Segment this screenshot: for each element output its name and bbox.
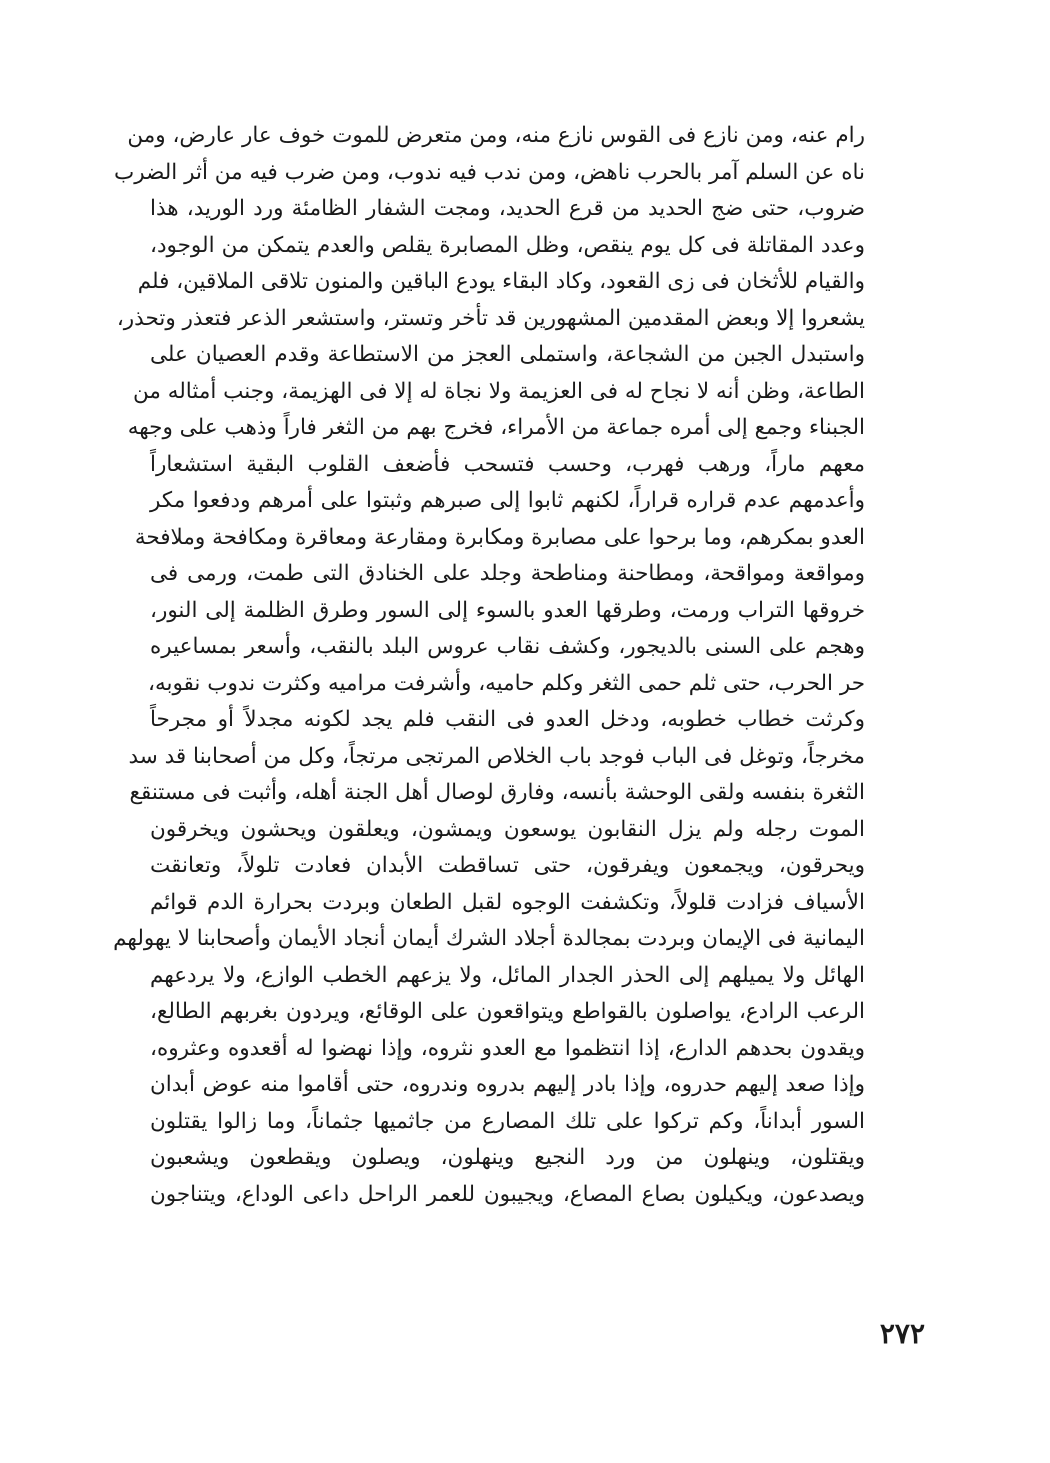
text-line: الهائل ولا يميلهم إلى الحذر الجدار المائل، ولا يزعهم الخطب الوازع، ولا يردعهم	[150, 962, 865, 988]
text-line: وهجم على السنى بالديجور، وكشف نقاب عروس البلد بالنقب، وأسعر بمساعيره	[150, 634, 865, 659]
text-line: ويقدون بحدهم الدارع، إذا انتظموا مع العدو نثروه، وإذا نهضوا له أقعدوه وعثروه،	[150, 1035, 865, 1061]
text-line: معهم ماراً، ورهب فهرب، وحسب فتسحب فأضعف القلوب البقية استشعاراً	[150, 451, 865, 477]
text-line: وعدد المقاتلة فى كل يوم ينقص، وظل المصابرة يقلص والعدم يتمكن من الوجود،	[150, 232, 865, 258]
text-line: وإذا صعد إليهم حدروه، وإذا بادر إليهم بدروه وندروه، حتى أقاموا منه عوض أبدان	[150, 1072, 865, 1097]
text-line: ضروب، حتى ضج الحديد من قرع الحديد، ومجت الشفار الظامئة ورد الوريد، هذا	[150, 196, 865, 221]
text-line: وأعدمهم عدم قراره قراراً، لكنهم ثابوا إلى صبرهم وثبتوا على أمرهم ودفعوا مكر	[150, 488, 865, 513]
text-line: رام عنه، ومن نازع فى القوس نازع منه، ومن متعرض للموت خوف عار عارض، ومن	[127, 123, 865, 148]
text-line: ويحرقون، ويجمعون ويفرقون، حتى تساقطت الأبدان فعادت تلولاً، وتعانقت	[150, 853, 865, 878]
text-line: اليمانية فى الإيمان وبردت بمجالدة أجلاد الشرك أيمان أنجاد الأيمان وأصحابنا لا يهولهم	[113, 926, 865, 951]
text-line: السور أبداناً، وكم تركوا على تلك المصارع من جاثميها جثماناً، وما زالوا يقتلون	[150, 1108, 865, 1134]
page-number: ٢٧٢	[879, 1317, 925, 1350]
text-line: الثغرة بنفسه ولقى الوحشة بأنسه، وفارق لوصال أهل الجنة أهله، وأثبت فى مستنقع	[129, 780, 865, 805]
text-line: ويقتلون، وينهلون من ورد النجيع وينهلون، ويصلون ويقطعون ويشعبون	[150, 1145, 865, 1170]
text-line: ناه عن السلم آمر بالحرب ناهض، ومن ندب فيه ندوب، ومن ضرب فيه من أثر الضرب	[114, 159, 865, 185]
text-line: الطاعة، وظن أنه لا نجاح له فى العزيمة ولا نجاة له إلا فى الهزيمة، وجنب أمثاله من	[133, 378, 865, 404]
body-text	[113, 118, 865, 1213]
text-line: مخرجاً، وتوغل فى الباب فوجد باب الخلاص المرتجى مرتجاً، وكل من أصحابنا قد سد	[128, 743, 865, 769]
text-line: حر الحرب، حتى ثلم حمى الثغر وكلم حاميه، وأشرفت مراميه وكثرت ندوب نقوبه،	[148, 670, 865, 696]
text-line: ويصدعون، ويكيلون بصاع المصاع، ويجيبون للعمر الراحل داعى الوداع، ويتناجون	[150, 1181, 865, 1207]
text-line: خروقها التراب ورمت، وطرقها العدو بالسوء إلى السور وطرق الظلمة إلى النور،	[150, 597, 865, 623]
text-line: والقيام للأثخان فى زى القعود، وكاد البقاء يودع الباقين والمنون تلاقى الملاقين، فلم	[137, 269, 865, 294]
text-line: الأسياف فزادت قلولاً، وتكشفت الوجوه لقبل الطعان وبردت بحرارة الدم قوائم	[150, 889, 865, 915]
text-line: ومواقعة ومواقحة، ومطاحنة ومناطحة وجلد على الخنادق التى طمت، ورمى فى	[150, 561, 865, 586]
text-line: الجبناء وجمع إلى أمره جماعة من الأمراء، فخرج بهم من الثغر فاراً وذهب على وجهه	[127, 415, 865, 440]
text-line: العدو بمكرهم، وما برحوا على مصابرة ومكابرة ومقارعة ومعاقرة ومكافحة وملافحة	[134, 524, 865, 550]
text-line: يشعروا إلا وبعض المقدمين المشهورين قد تأخر وتستر، واستشعر الذعر فتعذر وتحذر،	[116, 305, 865, 331]
text-line: الموت رجله ولم يزل النقابون يوسعون ويمشون، ويعلقون ويحشون ويخرقون	[150, 816, 865, 842]
text-line: واستبدل الجبن من الشجاعة، واستملى العجز من الاستطاعة وقدم العصيان على	[150, 342, 865, 367]
text-line: الرعب الرادع، يواصلون بالقواطع ويتواقعون على الوقائع، ويردون بغربهم الطالع،	[150, 999, 865, 1024]
text-line: وكرثت خطاب خطوبه، ودخل العدو فى النقب فلم يجد لكونه مجدلاً أو مجرحاً	[150, 707, 865, 732]
